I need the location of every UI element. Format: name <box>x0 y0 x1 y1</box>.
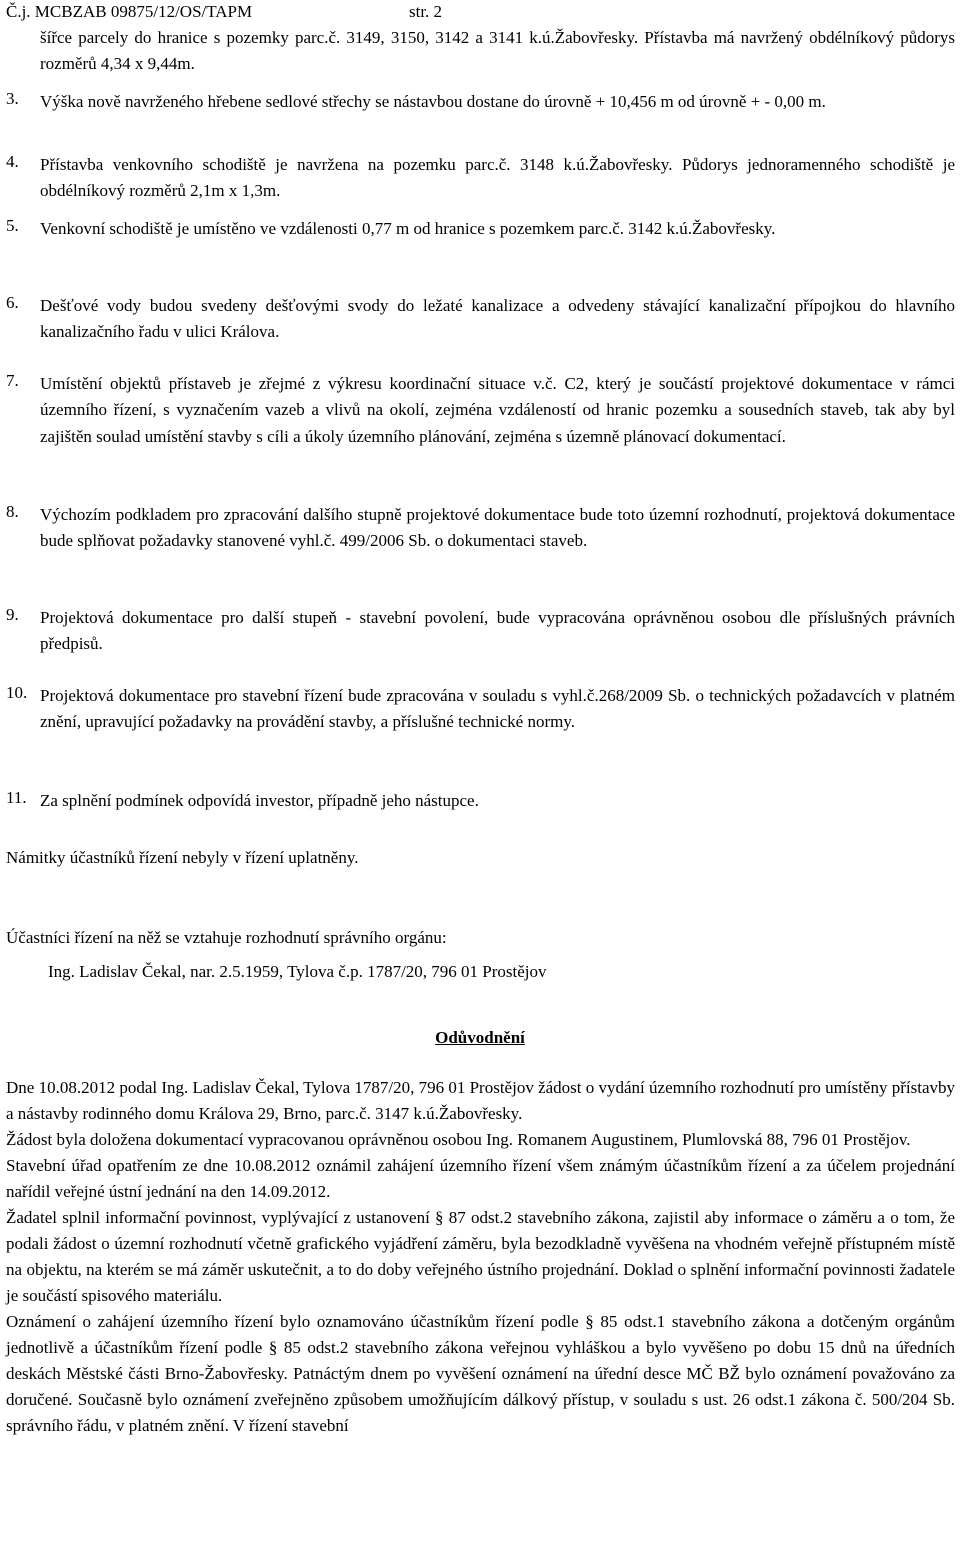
list-item-number: 3. <box>6 89 19 108</box>
reasoning-text <box>6 1075 955 1439</box>
participants-heading: Účastníci řízení na něž se vztahuje rozhodnutí správního orgánu: <box>6 928 447 947</box>
list-item-text: Za splnění podmínek odpovídá investor, případně jeho nástupce. <box>40 791 479 810</box>
list-item-number: 5. <box>6 216 19 235</box>
list-item <box>40 293 955 346</box>
list-item <box>40 216 955 242</box>
list-item-number: 4. <box>6 152 19 171</box>
list-item-text: Přístavba venkovního schodiště je navržena na pozemku parc.č. 3148 k.ú.Žabovřesky. Půdorys jednoramenného schodiště je obdélníkový rozměrů 2,1m x 1,3m. <box>40 155 955 201</box>
section-title: Odůvodnění <box>435 1028 525 1047</box>
reasoning-paragraph: Stavební úřad opatřením ze dne 10.08.2012 oznámil zahájení územního řízení všem známým účastníkům řízení a za účelem projednání nařídil veřejné ústní jednání na den 14.09.2012. <box>6 1156 955 1201</box>
list-item <box>40 683 955 736</box>
list-item <box>40 502 955 555</box>
list-item-text: Projektová dokumentace pro stavební řízení bude zpracována v souladu s vyhl.č.268/2009 Sb. o technických požadavcích v platném znění, upravující požadavky na provádění stavby, a příslušné technické normy. <box>40 686 955 732</box>
page-number: str. 2 <box>409 2 443 21</box>
page-header <box>6 2 443 22</box>
list-item <box>40 605 955 658</box>
list-item <box>40 89 955 115</box>
objections-statement: Námitky účastníků řízení nebyly v řízení uplatněny. <box>6 848 359 867</box>
list-item-text: Umístění objektů přístaveb je zřejmé z výkresu koordinační situace v.č. C2, který je součástí projektové dokumentace v rámci územního řízení, s vyznačením vazeb a vlivů na okolí, zejména vzdáleností od hranic pozemku a sousedních staveb, tak aby byl zajištěn soulad umístění stavby s cíli a úkoly územního plánování, zejména s územně plánovací dokumentací. <box>40 374 955 446</box>
reasoning-paragraph: Žádost byla doložena dokumentací vypracovanou oprávněnou osobou Ing. Romanem Augustinem, Plumlovská 88, 796 01 Prostějov. <box>6 1130 911 1149</box>
reasoning-paragraph: Oznámení o zahájení územního řízení bylo oznamováno účastníkům řízení podle § 85 odst.1 stavebního zákona a dotčeným orgánům jednotlivě a účastníkům řízení podle § 85 odst.2 stavebního zákona veřejnou vyhláškou a bylo vyvěšeno po dobu 15 dnů na úředních deskách Městské části Brno-Žabovřesky. Patnáctým dnem po vyvěšení oznámení na úřední desce MČ BŽ bylo oznámení považováno za doručené. Současně bylo oznámení zveřejněno způsobem umožňujícím dálkový přístup, v souladu s ust. 26 odst.1 zákona č. 500/204 Sb. správního řádu, v platném znění. V řízení stavební <box>6 1312 955 1435</box>
list-item <box>40 371 955 450</box>
list-item-text: šířce parcely do hranice s pozemky parc.č. 3149, 3150, 3142 a 3141 k.ú.Žabovřesky. Přístavba má navržený obdélníkový půdorys rozměrů 4,34 x 9,44m. <box>40 28 955 74</box>
list-item-text: Venkovní schodiště je umístěno ve vzdálenosti 0,77 m od hranice s pozemkem parc.č. 3142 k.ú.Žabovřesky. <box>40 219 776 238</box>
list-item <box>40 25 955 78</box>
list-item-number: 10. <box>6 683 28 702</box>
list-item-number: 8. <box>6 502 19 521</box>
list-item-number: 11. <box>6 788 27 807</box>
reasoning-paragraph: Žadatel splnil informační povinnost, vyplývající z ustanovení § 87 odst.2 stavebního zákona, zajistil aby informace o záměru a o tom, že podali žádost o územní rozhodnutí včetně grafického vyjádření záměru, byla bezodkladně vyvěšena na vhodném veřejně přístupném místě na objektu, na kterém se má záměr uskutečnit, a to do doby veřejného ústního projednání. Doklad o splnění informační povinnosti žadatele je součástí spisového materiálu. <box>6 1208 955 1305</box>
list-item-number: 9. <box>6 605 19 624</box>
participant-entry: Ing. Ladislav Čekal, nar. 2.5.1959, Tylova č.p. 1787/20, 796 01 Prostějov <box>48 962 547 981</box>
list-item-number: 7. <box>6 371 19 390</box>
list-item <box>40 788 955 814</box>
list-item-text: Výchozím podkladem pro zpracování dalšího stupně projektové dokumentace bude toto územní rozhodnutí, projektová dokumentace bude splňovat požadavky stanovené vyhl.č. 499/2006 Sb. o dokumentaci staveb. <box>40 505 955 551</box>
list-item-text: Projektová dokumentace pro další stupeň - stavební povolení, bude vypracována oprávněnou osobou dle příslušných právních předpisů. <box>40 608 955 654</box>
list-item-number: 6. <box>6 293 19 312</box>
reasoning-paragraph: Dne 10.08.2012 podal Ing. Ladislav Čekal, Tylova 1787/20, 796 01 Prostějov žádost o vydání územního rozhodnutí pro umístěny přístavby a nástavby rodinného domu Králova 29, Brno, parc.č. 3147 k.ú.Žabovřesky. <box>6 1078 955 1123</box>
list-item-text: Dešťové vody budou svedeny dešťovými svody do ležaté kanalizace a odvedeny stávající kanalizační přípojkou do hlavního kanalizačního řadu v ulici Králova. <box>40 296 955 342</box>
list-item-text: Výška nově navrženého hřebene sedlové střechy se nástavbou dostane do úrovně + 10,456 m od úrovně + - 0,00 m. <box>40 92 826 111</box>
list-item <box>40 152 955 205</box>
reference-number: Č.j. MCBZAB 09875/12/OS/TAPM <box>6 2 253 21</box>
